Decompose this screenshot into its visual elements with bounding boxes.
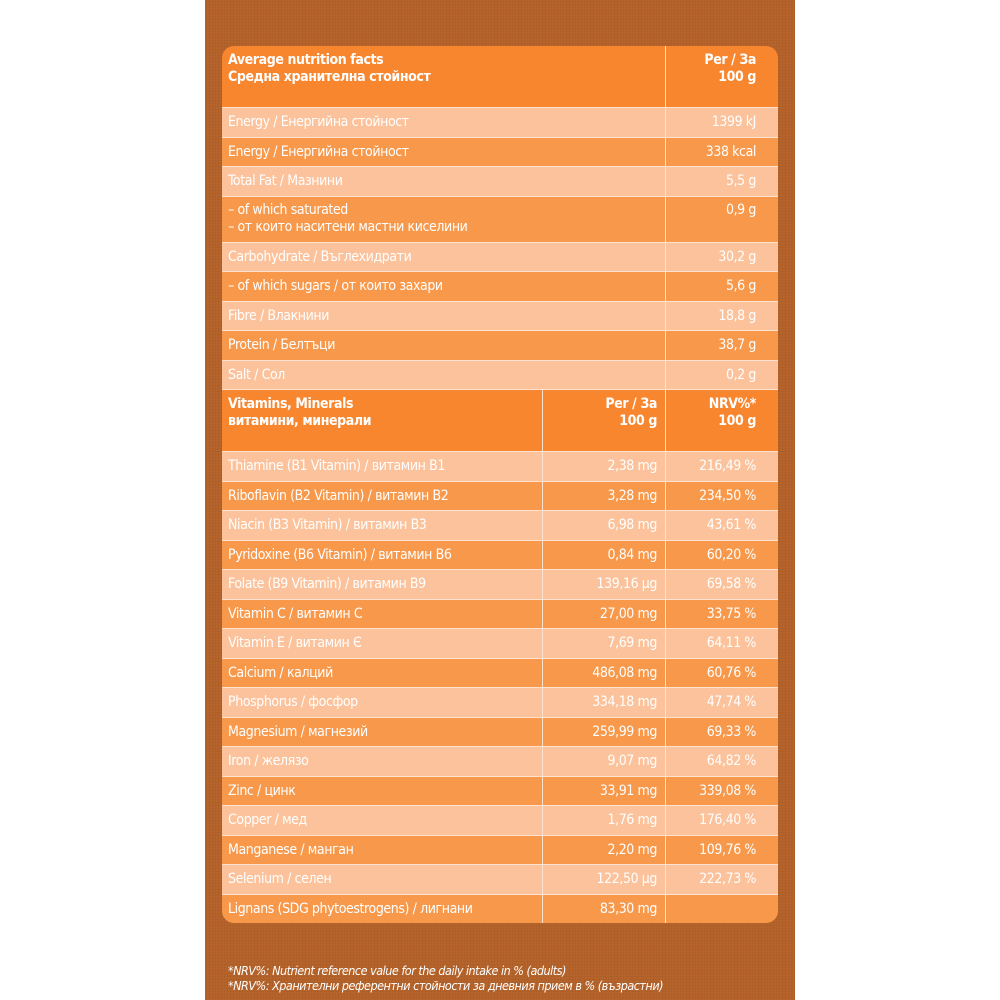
micro-nrv: 60,20 % bbox=[665, 541, 778, 570]
micro-row bbox=[222, 600, 778, 630]
macros-header-title bbox=[222, 46, 665, 107]
micro-row bbox=[222, 688, 778, 718]
micro-nrv: 60,76 % bbox=[665, 659, 778, 688]
micro-amount: 0,84 mg bbox=[542, 541, 665, 570]
micro-label: Zinc / цинк bbox=[228, 782, 296, 799]
micro-label: Pyridoxine (B6 Vitamin) / витамин B6 bbox=[228, 546, 452, 563]
micro-nrv: 69,33 % bbox=[665, 718, 778, 747]
micro-row bbox=[222, 747, 778, 777]
micro-nrv: 43,61 % bbox=[665, 511, 778, 540]
micro-amount: 139,16 µg bbox=[542, 570, 665, 599]
micro-row bbox=[222, 836, 778, 866]
micro-nrv bbox=[665, 895, 778, 924]
micro-label: Vitamin C / витамин C bbox=[228, 605, 363, 622]
micro-nrv: 339,08 % bbox=[665, 777, 778, 806]
macro-label: Total Fat / Мазнини bbox=[228, 173, 343, 189]
micro-amount: 6,98 mg bbox=[542, 511, 665, 540]
micro-amount: 486,08 mg bbox=[542, 659, 665, 688]
macro-row bbox=[222, 302, 778, 332]
macro-value: 30,2 g bbox=[665, 243, 778, 272]
micro-row bbox=[222, 541, 778, 571]
macro-label: – of which sugars / от които захари bbox=[228, 278, 443, 294]
micro-nrv: 69,58 % bbox=[665, 570, 778, 599]
micro-amount: 259,99 mg bbox=[542, 718, 665, 747]
micro-label: Lignans (SDG phytoestrogens) / лигнани bbox=[228, 900, 473, 917]
micro-nrv: 47,74 % bbox=[665, 688, 778, 717]
micro-row bbox=[222, 511, 778, 541]
micro-amount: 2,20 mg bbox=[542, 836, 665, 865]
per-label: Per / За bbox=[704, 52, 756, 68]
micros-header-row bbox=[222, 390, 778, 452]
macro-row bbox=[222, 331, 778, 361]
macro-label-en: – of which saturated bbox=[228, 201, 348, 218]
micros-header-title bbox=[222, 390, 542, 451]
micro-row bbox=[222, 452, 778, 482]
macro-label: Protein / Белтъци bbox=[228, 337, 335, 353]
macro-row bbox=[222, 243, 778, 273]
macro-value: 18,8 g bbox=[665, 302, 778, 331]
nutrition-table bbox=[222, 46, 778, 923]
micros-title-bg: витамини, минерали bbox=[228, 413, 372, 429]
macro-label: Carbohydrate / Въглехидрати bbox=[228, 248, 412, 265]
micro-label: Vitamin E / витамин Є bbox=[228, 635, 362, 651]
micro-nrv: 234,50 % bbox=[665, 482, 778, 511]
micro-row bbox=[222, 806, 778, 836]
micro-amount: 1,76 mg bbox=[542, 806, 665, 835]
per-amount: 100 g bbox=[718, 69, 756, 85]
nrv-label: NRV%* bbox=[708, 396, 756, 412]
macro-value: 1399 kJ bbox=[665, 108, 778, 137]
micro-row bbox=[222, 659, 778, 689]
micro-amount: 7,69 mg bbox=[542, 629, 665, 658]
micro-amount: 122,50 µg bbox=[542, 865, 665, 894]
macro-row bbox=[222, 197, 778, 243]
micro-nrv: 64,82 % bbox=[665, 747, 778, 776]
macros-header-per bbox=[665, 46, 778, 107]
micro-amount: 3,28 mg bbox=[542, 482, 665, 511]
micro-label: Riboflavin (B2 Vitamin) / витамин B2 bbox=[228, 487, 449, 504]
micro-row bbox=[222, 718, 778, 748]
micro-label: Calcium / калций bbox=[228, 664, 333, 681]
micro-label: Phosphorus / фосфор bbox=[228, 694, 358, 710]
macro-value: 38,7 g bbox=[665, 331, 778, 360]
micro-amount: 83,30 mg bbox=[542, 895, 665, 924]
macro-value: 5,6 g bbox=[665, 272, 778, 301]
macros-header-row bbox=[222, 46, 778, 108]
per-label: Per / За bbox=[605, 396, 657, 412]
per-amount: 100 g bbox=[619, 413, 657, 429]
micro-nrv: 222,73 % bbox=[665, 865, 778, 894]
macro-label: Salt / Сол bbox=[228, 366, 285, 383]
footnote-bg: *NRV%: Хранителни референтни стойности за дневния прием в % (възрастни) bbox=[228, 978, 664, 993]
micro-nrv: 33,75 % bbox=[665, 600, 778, 629]
micro-row bbox=[222, 570, 778, 600]
macro-value: 5,5 g bbox=[665, 167, 778, 196]
nrv-amount: 100 g bbox=[718, 413, 756, 429]
macro-row bbox=[222, 272, 778, 302]
macro-label bbox=[222, 197, 665, 242]
macro-value: 0,9 g bbox=[665, 197, 778, 242]
micro-label: Manganese / манган bbox=[228, 841, 354, 858]
micro-row bbox=[222, 482, 778, 512]
macros-title-bg: Средна хранителна стойност bbox=[228, 69, 431, 85]
micro-label: Thiamine (B1 Vitamin) / витамин B1 bbox=[228, 458, 445, 474]
micro-label: Folate (B9 Vitamin) / витамин B9 bbox=[228, 576, 426, 592]
micros-header-nrv bbox=[665, 390, 778, 451]
micro-nrv: 216,49 % bbox=[665, 452, 778, 481]
micro-amount: 27,00 mg bbox=[542, 600, 665, 629]
macro-label: Fibre / Влакнини bbox=[228, 307, 330, 324]
macro-row bbox=[222, 167, 778, 197]
micro-amount: 334,18 mg bbox=[542, 688, 665, 717]
footnote-en: *NRV%: Nutrient reference value for the daily intake in % (adults) bbox=[228, 963, 566, 978]
macro-label: Energy / Енергийна стойност bbox=[228, 114, 409, 130]
micro-amount: 9,07 mg bbox=[542, 747, 665, 776]
micro-row bbox=[222, 865, 778, 895]
macro-value: 338 kcal bbox=[665, 138, 778, 167]
micro-row bbox=[222, 629, 778, 659]
micro-label: Selenium / селен bbox=[228, 871, 332, 887]
macro-row bbox=[222, 108, 778, 138]
macro-value: 0,2 g bbox=[665, 361, 778, 390]
macro-label: Energy / Енергийна стойност bbox=[228, 143, 409, 160]
micro-label: Copper / мед bbox=[228, 812, 307, 828]
micro-row bbox=[222, 895, 778, 924]
micro-row bbox=[222, 777, 778, 807]
micros-header-per bbox=[542, 390, 665, 451]
micro-label: Iron / желязо bbox=[228, 753, 309, 769]
micros-title-en: Vitamins, Minerals bbox=[228, 396, 354, 412]
micro-nrv: 109,76 % bbox=[665, 836, 778, 865]
micro-nrv: 176,40 % bbox=[665, 806, 778, 835]
macro-row bbox=[222, 138, 778, 168]
micro-amount: 2,38 mg bbox=[542, 452, 665, 481]
micro-label: Niacin (B3 Vitamin) / витамин B3 bbox=[228, 517, 427, 533]
macro-row bbox=[222, 361, 778, 391]
micro-amount: 33,91 mg bbox=[542, 777, 665, 806]
macros-title-en: Average nutrition facts bbox=[228, 52, 384, 68]
footnote bbox=[228, 963, 663, 993]
micro-nrv: 64,11 % bbox=[665, 629, 778, 658]
macro-label-bg: – от които наситени мастни киселини bbox=[228, 218, 468, 235]
micro-label: Magnesium / магнезий bbox=[228, 723, 368, 740]
